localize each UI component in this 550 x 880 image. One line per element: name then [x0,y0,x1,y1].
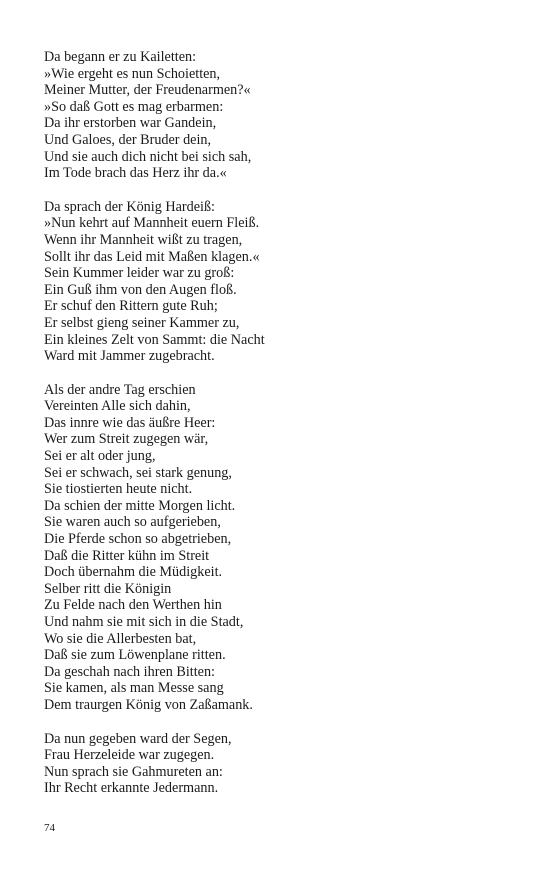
verse-line: Wenn ihr Mannheit wißt zu tragen, [44,231,243,248]
verse-line: Da sprach der König Hardeiß: [44,198,215,215]
verse-line: »Nun kehrt auf Mannheit euern Fleiß. [44,215,260,232]
verse-line: Nun sprach sie Gahmureten an: [44,763,223,780]
verse-line: Und nahm sie mit sich in die Stadt, [44,614,244,630]
verse-line: Da nun gegeben ward der Segen, [44,730,232,747]
verse-line: Die Pferde schon so abgetrieben, [44,531,232,548]
verse-line: Daß die Ritter kühn im Streit [44,547,210,564]
verse-line: Frau Herzeleide war zugegen. [44,747,215,764]
verse-line: Sein Kummer leider war zu groß: [44,265,235,282]
verse-line: Wo sie die Allerbesten bat, [44,630,197,647]
stanza [44,199,514,365]
verse-line: Zu Felde nach den Werthen hin [44,597,222,614]
stanza [44,382,514,714]
verse-line: Sei er alt oder jung, [44,448,156,465]
verse-line: Doch übernahm die Müdigkeit. [44,564,223,581]
stanza [44,731,514,797]
verse-line: Daß sie zum Löwenplane ritten. [44,647,226,664]
verse-line: Selber ritt die Königin [44,580,172,597]
verse-line: Ein kleines Zelt von Sammt: die Nacht [44,331,265,348]
verse-line: »Wie ergeht es nun Schoietten, [44,65,221,82]
verse-line: Sie kamen, als man Messe sang [44,680,224,697]
verse-line: Da ihr erstorben war Gandein, [44,115,217,132]
verse-line: Sie tiostierten heute nicht. [44,481,193,498]
page-number: 74 [44,822,55,834]
verse-line: Sie waren auch so aufgerieben, [44,514,221,531]
verse-line: Im Tode brach das Herz ihr da.« [44,165,227,182]
verse-line: Da geschah nach ihren Bitten: [44,663,215,680]
verse-line: Sollt ihr das Leid mit Maßen klagen.« [44,248,260,265]
verse-line: Ward mit Jammer zugebracht. [44,348,215,365]
verse-line: Als der andre Tag erschien [44,381,196,398]
verse-line: Meiner Mutter, der Freudenarmen?« [44,82,251,99]
poem-text [44,49,514,814]
verse-line: Ihr Recht erkannte Jedermann. [44,780,219,797]
verse-line: Da begann er zu Kailetten: [44,49,197,65]
verse-line: Wer zum Streit zugegen wär, [44,431,209,448]
verse-line: »So daß Gott es mag erbarmen: [44,98,224,115]
verse-line: Dem traurgen König von Zaßamank. [44,696,253,713]
stanza [44,49,514,182]
verse-line: Er selbst gieng seiner Kammer zu, [44,314,240,331]
verse-line: Ein Guß ihm von den Augen floß. [44,281,237,298]
verse-line: Da schien der mitte Morgen licht. [44,497,236,514]
verse-line: Und Galoes, der Bruder dein, [44,131,212,148]
verse-line: Das innre wie das äußre Heer: [44,414,216,431]
verse-line: Vereinten Alle sich dahin, [44,398,191,415]
verse-line: Er schuf den Rittern gute Ruh; [44,298,218,315]
verse-line: Sei er schwach, sei stark genung, [44,464,232,481]
verse-line: Und sie auch dich nicht bei sich sah, [44,148,252,165]
